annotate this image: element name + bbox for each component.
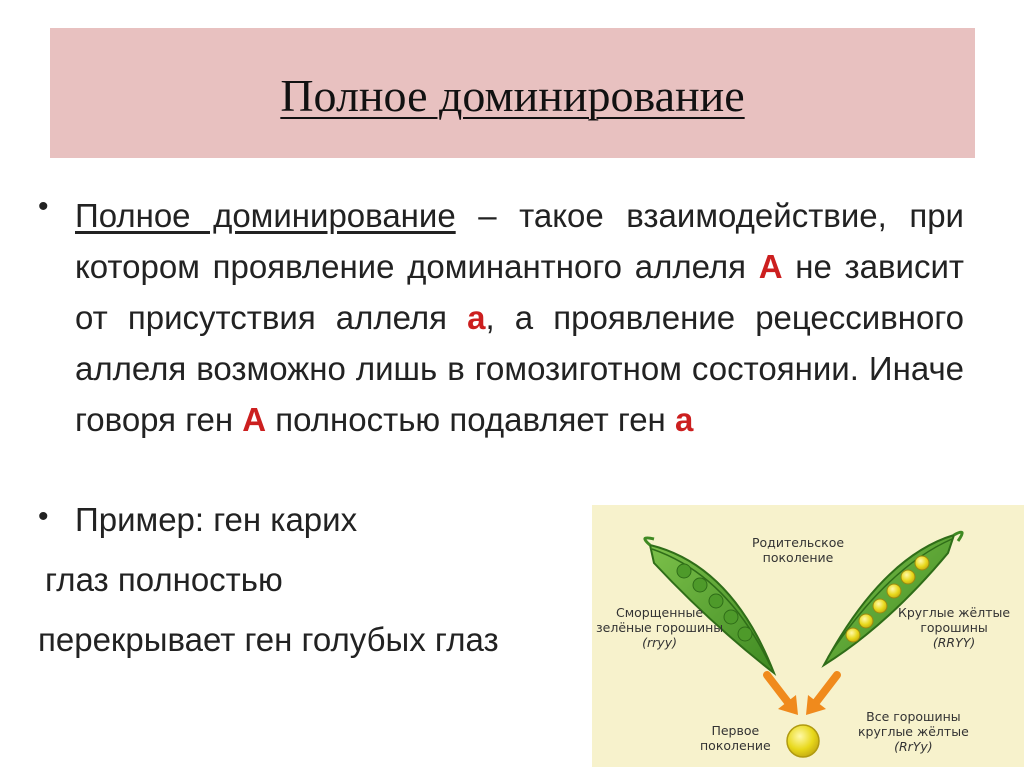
definition-text-2: не зависит от присутствия аллеля (75, 248, 964, 336)
yellow-pea-icon (787, 725, 819, 757)
slide-title: Полное доминирование (280, 70, 745, 121)
definition-paragraph (75, 190, 964, 445)
definition-term: Полное доминирование (75, 197, 456, 234)
title-band (50, 28, 975, 158)
left-arrow-icon (767, 675, 798, 715)
bullet-icon: • (38, 500, 49, 533)
example-line-3: перекрывает ген голубых глаз (38, 621, 499, 658)
example-line-2: глаз полностью (45, 561, 283, 598)
allele-recessive-2: а (674, 401, 694, 438)
all-peas-label: Все горошины круглые жёлтые (RrYy) (858, 709, 969, 754)
definition-text-3: , а проявление рецессивного аллеля возможно лишь в гомозиготном состоянии. Иначе говоря ген (75, 299, 964, 438)
allele-recessive: а (467, 299, 486, 336)
round-yellow-label: Круглые жёлтые горошины (RRYY) (898, 605, 1011, 650)
pea-cross-figure (592, 505, 1024, 767)
example-line-1: Пример: ген карих (75, 501, 358, 538)
definition-text-4: полностью подавляет ген (266, 401, 675, 438)
definition-text-1: – такое взаимодействие, при котором проявление доминантного аллеля (75, 197, 964, 285)
parental-generation-label: Родительское поколение (752, 535, 845, 565)
allele-dominant: А (758, 248, 783, 285)
allele-dominant-2: А (242, 401, 267, 438)
wrinkled-green-label: Сморщенные зелёные горошины (rryy) (596, 605, 724, 650)
bullet-icon: • (38, 190, 49, 223)
first-generation-label: Первое поколение (700, 723, 771, 753)
right-arrow-icon (806, 675, 837, 715)
